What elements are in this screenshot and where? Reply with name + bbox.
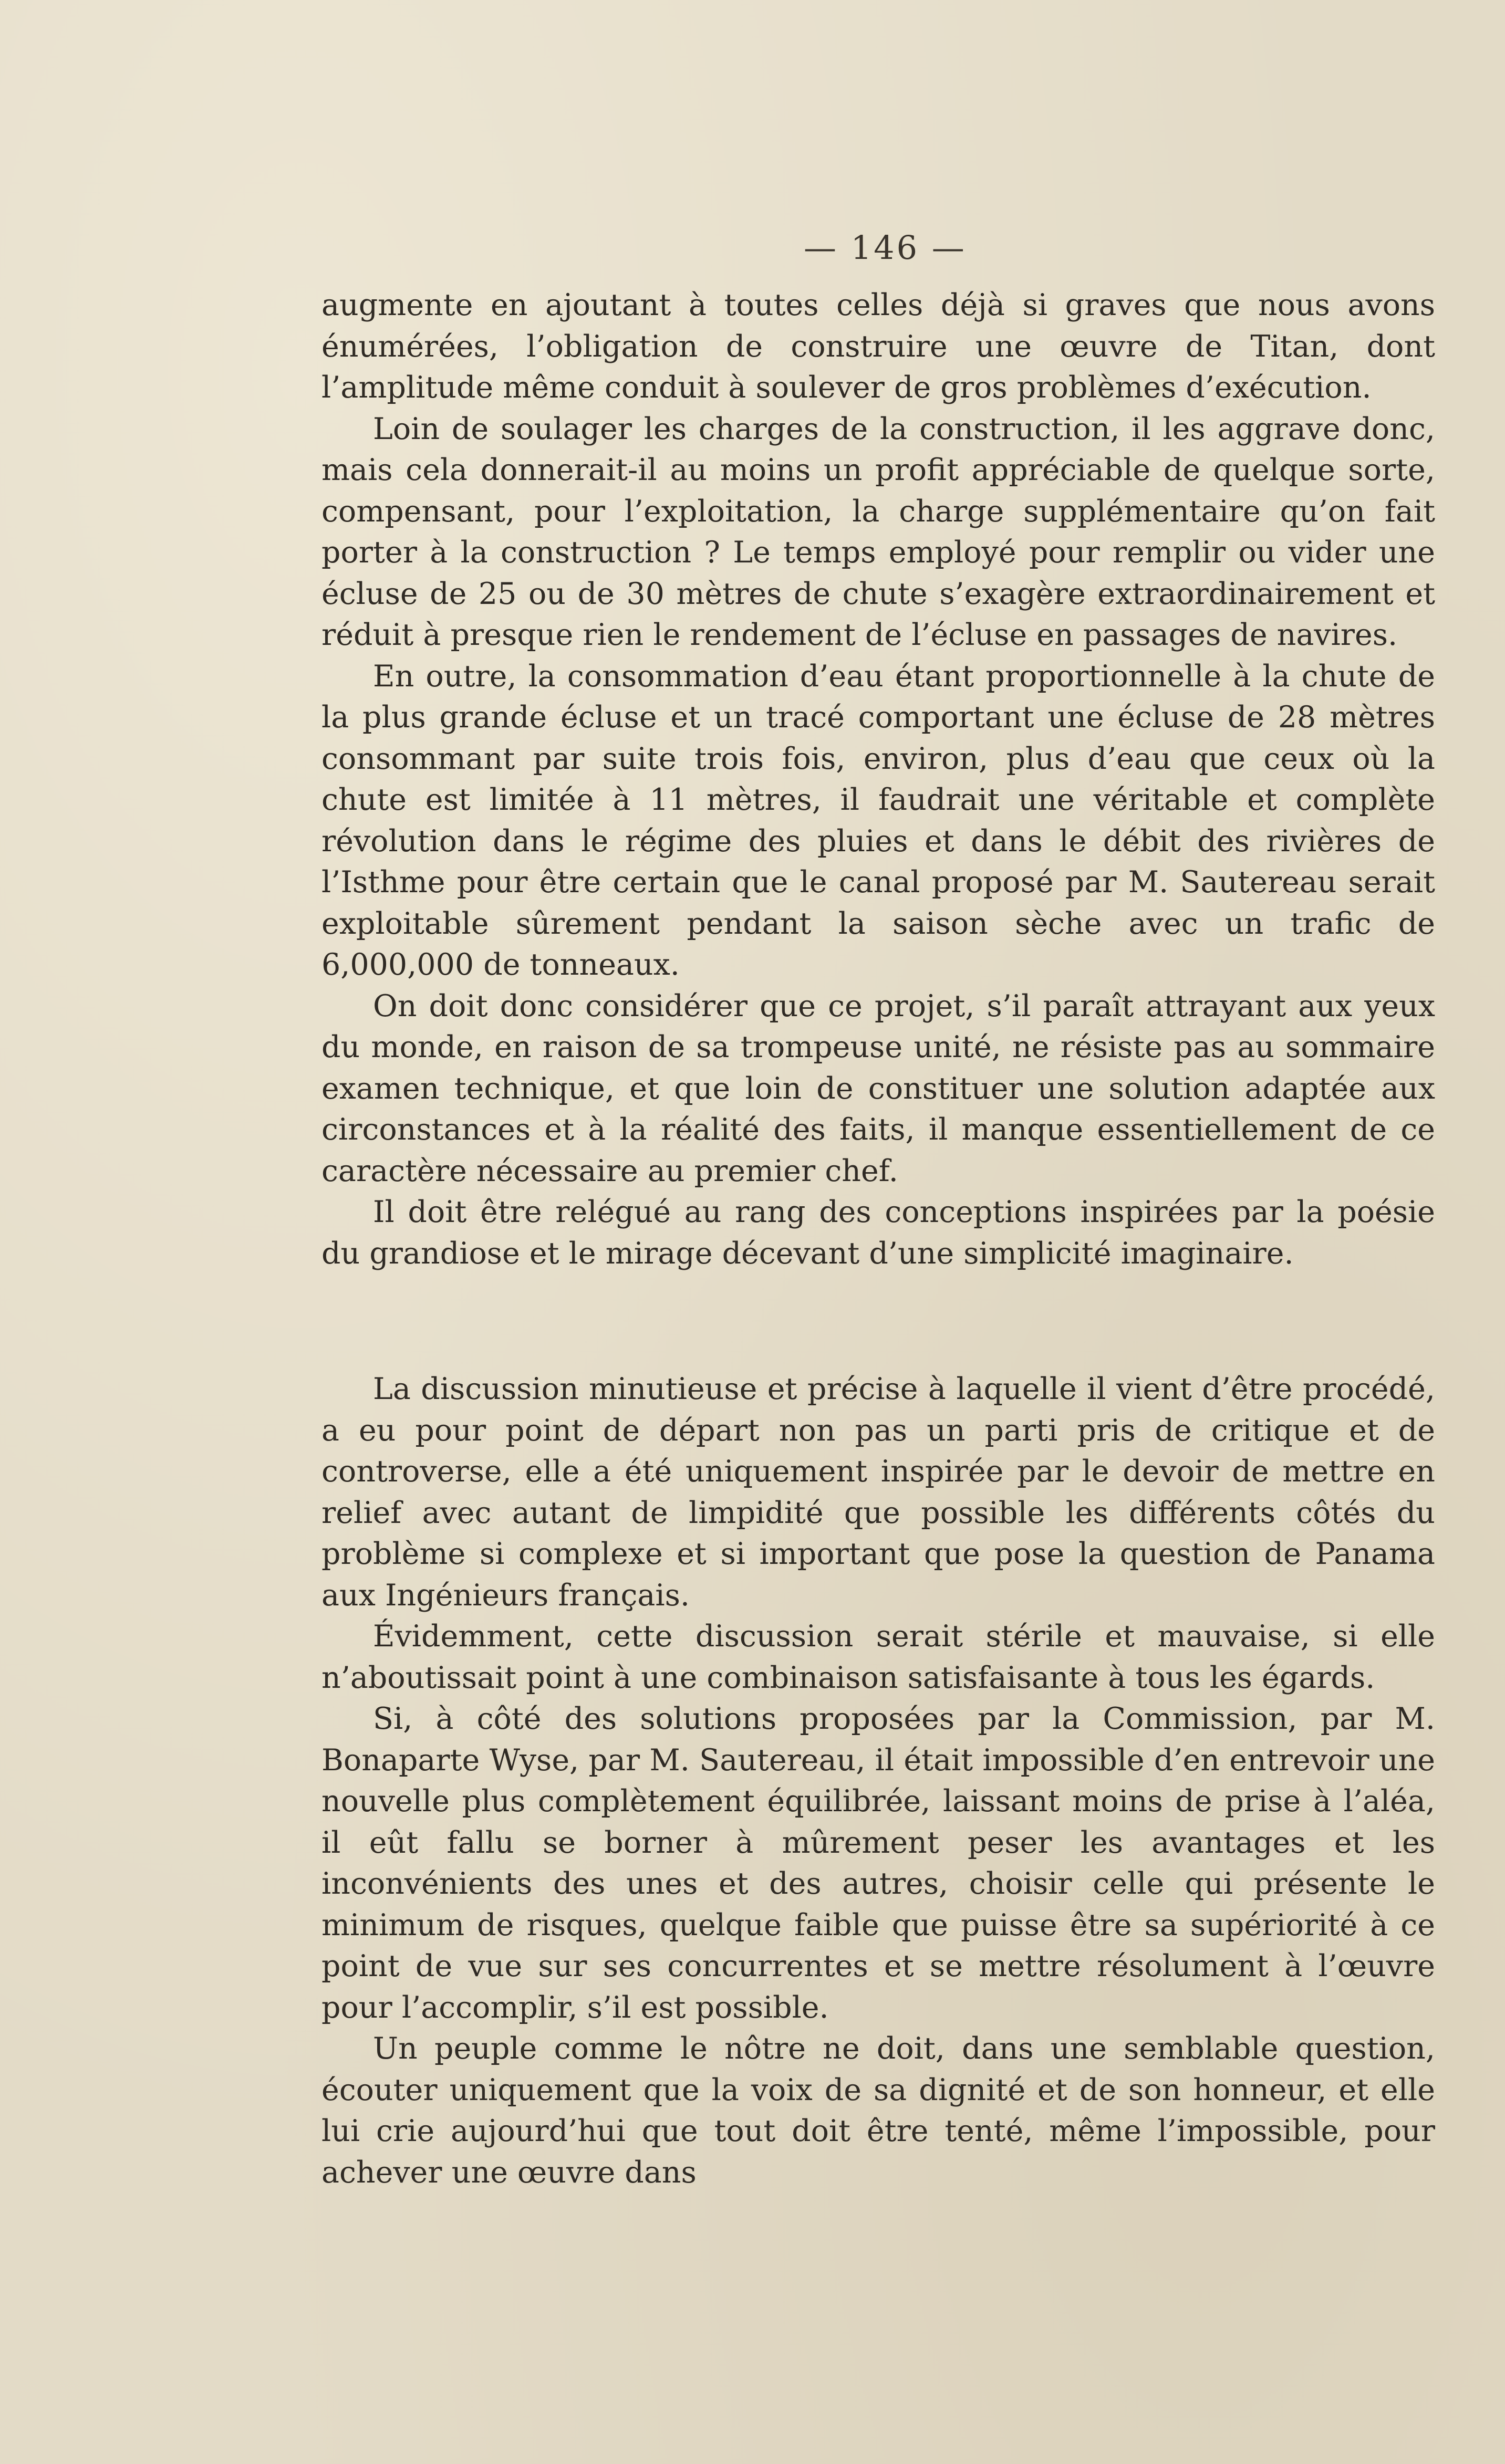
paragraph: Loin de soulager les charges de la construction, il les aggrave donc, mais cela donnerait-il au moins un profit appréciable de quelque sorte, compensant, pour l’exploitation, la charge supplémentaire qu’on fait porter à la construction ? Le temps employé pour remplir ou vider une écluse de 25 ou de 30 mètres de chute s’exagère extraordinairement et réduit à presque rien le rendement de l’écluse en passages de navires. xyxy=(321,411,1435,652)
paragraph: Un peuple comme le nôtre ne doit, dans une semblable question, écouter uniquement que la voix de sa dignité et de son honneur, et elle lui crie aujourd’hui que tout doit être tenté, même l’impossible, pour achever une œuvre dans xyxy=(321,2031,1435,2190)
paragraph: Il doit être relégué au rang des conceptions inspirées par la poésie du grandiose et le mirage décevant d’une simplicité imaginaire. xyxy=(321,1195,1435,1271)
page-number: — 146 — xyxy=(804,228,967,267)
text-section-lower xyxy=(321,1369,1435,2193)
paragraph-continued: augmente en ajoutant à toutes celles déjà si graves que nous avons énumérées, l’obligation de construire une œuvre de Titan, dont l’amplitude même conduit à soulever de gros problèmes d’exécution. xyxy=(321,288,1435,405)
paragraph: Évidemment, cette discussion serait stérile et mauvaise, si elle n’aboutissait point à une combinaison satisfaisante à tous les égards. xyxy=(321,1619,1435,1695)
paragraph: La discussion minutieuse et précise à laquelle il vient d’être procédé, a eu pour point de départ non pas un parti pris de critique et de controverse, elle a été uniquement inspirée par le devoir de mettre en relief avec autant de limpidité que possible les différents côtés du problème si complexe et si important que pose la question de Panama aux Ingénieurs français. xyxy=(321,1372,1435,1613)
paragraph: On doit donc considérer que ce projet, s’il paraît attrayant aux yeux du monde, en raison de sa trompeuse unité, ne résiste pas au sommaire examen technique, et que loin de constituer une solution adaptée aux circonstances et à la réalité des faits, il manque essentiellement de ce caractère nécessaire au premier chef. xyxy=(321,988,1435,1188)
paragraph: En outre, la consommation d’eau étant proportionnelle à la chute de la plus grande écluse et un tracé comportant une écluse de 28 mètres consommant par suite trois fois, environ, plus d’eau que ceux où la chute est limitée à 11 mètres, il faudrait une véritable et complète révolution dans le régime des pluies et dans le débit des rivières de l’Isthme pour être certain que le canal proposé par M. Sautereau serait exploitable sûrement pendant la saison sèche avec un trafic de 6,000,000 de tonneaux. xyxy=(321,659,1435,982)
paragraph: Si, à côté des solutions proposées par la Commission, par M. Bonaparte Wyse, par M. Sautereau, il était impossible d’en entrevoir une nouvelle plus complètement équilibrée, laissant moins de prise à l’aléa, il eût fallu se borner à mûrement peser les avantages et les inconvénients des unes et des autres, choisir celle qui présente le minimum de risques, quelque faible que puisse être sa supériorité à ce point de vue sur ses concurrentes et se mettre résolument à l’œuvre pour l’accomplir, s’il est possible. xyxy=(321,1701,1435,2025)
text-section-upper xyxy=(321,285,1435,1274)
